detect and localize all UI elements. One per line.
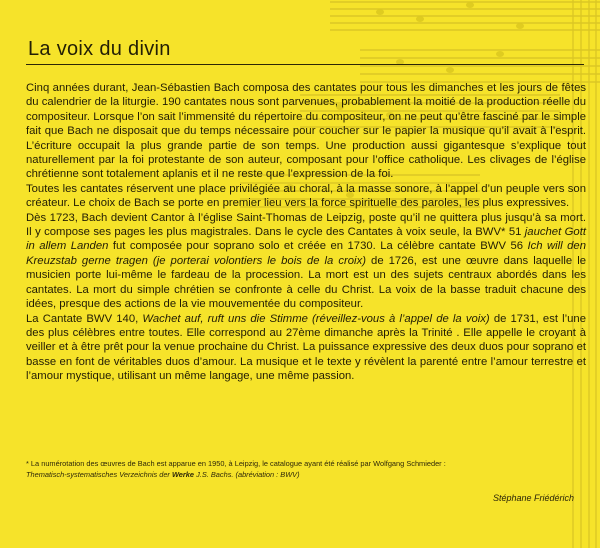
paragraph-3-text-c: fut composée pour soprano solo et créée en 1730. La célèbre cantate BWV 56 [108, 240, 528, 253]
paragraph-1: Cinq années durant, Jean-Sébastien Bach composa des cantates pour tous les dimanches et les jours de fêtes du calendrier de la liturgie. 190 cantates nous sont parvenues, probablement la moitié de la production réelle du compositeur. Lorsque l’on sait l’immensité du répertoire du compositeur, on ne peut qu’être fasciné par le simple fait que Bach ne disposait que du temps nécessaire pour coucher sur le papier la musique qu’il avait à l’esprit. L’écriture occupait la plus grande partie de son temps. Une production aussi gigantesque s’explique tout naturellement par la foi protestante de son auteur, composant pour l’office catholique. Les clivages de l’église chrétienne sont totalement aplanis et il ne reste que l’expression de la foi. [26, 82, 586, 181]
article-body [26, 81, 586, 384]
footnote-line-1: * La numérotation des œuvres de Bach est apparue en 1950, à Leipzig, le catalogue ayant été réalisé par Wolfgang Schmieder : [26, 459, 446, 468]
footnote-catalogue-title-c: J.S. Bachs. (abréviation : BWV) [194, 469, 300, 479]
author-signature: Stéphane Friédérich [492, 493, 574, 503]
work-title-bwv51: jauchet Gott in allem Landen [26, 226, 586, 253]
footnote-line-2 [26, 470, 586, 481]
paragraph-4-text-a: La Cantate BWV 140, [26, 312, 143, 325]
page-title: La voix du divin [28, 38, 171, 60]
work-title-bwv140: Wachet auf, ruft uns die Stimme (réveillez-vous à l’appel de la voix) [142, 312, 490, 325]
paragraph-4 [26, 312, 586, 384]
paragraph-3 [26, 211, 586, 312]
footnote-catalogue-title-a: Thematisch-systematisches Verzeichnis der [26, 469, 172, 479]
footnote [26, 459, 586, 480]
paragraph-3-text-e: de 1726, est une œuvre dans laquelle le musicien porte lui-même le fardeau de la procession. La mort est un des sujets centraux abordés dans les cantates. La mort du simple chrétien se confronte à celle du Christ. La voix de la basse traduit chacune des idées, presque des actions de la vie mouvementée du compositeur. [26, 254, 587, 311]
paragraph-3-text-a: Dès 1723, Bach devient Cantor à l’église Saint-Thomas de Leipzig, poste qu’il ne quittera plus jusqu’à sa mort. Il y compose ses pages les plus magistrales. Dans le cycle des Cantates à voix seule, la BWV* 51 [26, 211, 586, 239]
footnote-catalogue-title-b: Werke [171, 469, 195, 479]
paragraph-4-text-c: de 1731, est l’une des plus célèbres entre toutes. Elle correspond au 27ème dimanche après la Trinité . Elle appelle le croyant à veiller et à être prêt pour la venue prochaine du Christ. La puissance expressive des deux duos pour soprano et basse en font de véritables duos d’amour. La musique et le texte y révèlent la parenté entre l’amour terrestre et l’amour mystique, utilisant un même langage, une même passion. [26, 312, 586, 383]
title-underline [26, 64, 584, 65]
paragraph-2: Toutes les cantates réservent une place privilégiée au choral, à la masse sonore, à l’appel d’un peuple vers son créateur. Le choix de Bach se porte en premier lieu vers la force spirituelle des paroles, les plus expressives. [26, 182, 586, 210]
work-title-bwv56: Ich will den Kreuzstab gerne tragen (je porterai volontiers le bois de la croix) [26, 240, 586, 267]
